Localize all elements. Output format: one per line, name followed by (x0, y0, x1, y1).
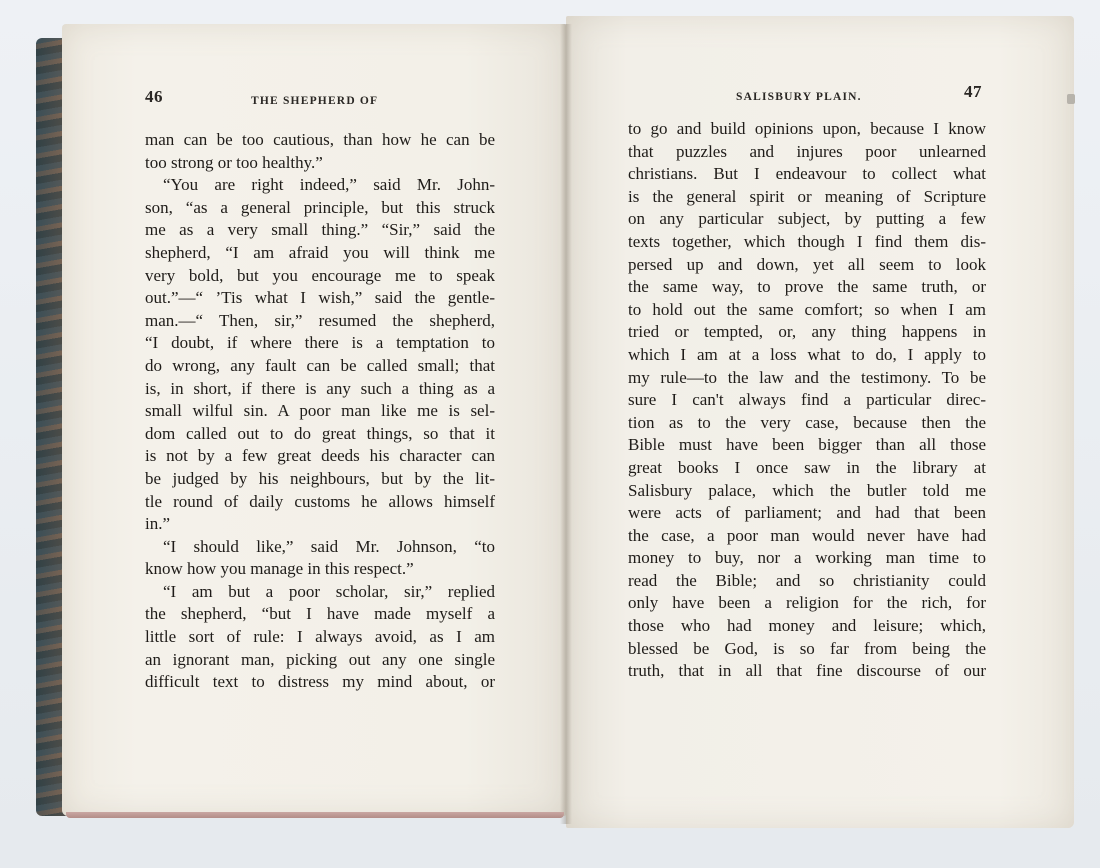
text-line: that puzzles and injures poor unlearned (628, 141, 986, 161)
text-line: is not by a few great deeds his character can (145, 446, 495, 466)
right-page-number: 47 (964, 82, 982, 101)
text-line: very bold, but you encourage me to speak (145, 265, 495, 285)
text-line: truth, that in all that fine discourse of our (628, 661, 986, 681)
text-line: be judged by his neighbours, but by the lit- (145, 468, 495, 488)
text-line: is the general spirit or meaning of Scripture (628, 186, 986, 206)
text-line: to hold out the same comfort; so when I am (628, 299, 986, 319)
text-line: money to buy, nor a working man time to (628, 548, 986, 568)
text-line: difficult text to distress my mind about, or (145, 672, 495, 692)
book-gutter (560, 24, 572, 824)
text-line: christians. But I endeavour to collect what (628, 164, 986, 184)
right-page-text (628, 118, 986, 683)
text-line: in.” (145, 514, 171, 534)
text-line: those who had money and leisure; which, (628, 616, 986, 636)
text-line: little sort of rule: I always avoid, as I am (145, 627, 495, 647)
text-line: an ignorant man, picking out any one single (145, 649, 495, 669)
text-line: my rule—to the law and the testimony. To be (628, 367, 986, 387)
text-line: persed up and down, yet all seem to look (628, 254, 986, 274)
text-line: small wilful sin. A poor man like me is sel- (145, 401, 495, 421)
text-line: “I doubt, if where there is a temptation to (145, 333, 495, 353)
text-line: is, in short, if there is any such a thing as a (145, 378, 495, 398)
text-line: out.”—“ ’Tis what I wish,” said the gentle- (145, 288, 495, 308)
text-line: only have been a religion for the rich, for (628, 593, 986, 613)
text-line: “I am but a poor scholar, sir,” replied (163, 581, 495, 601)
left-page-number: 46 (145, 87, 163, 106)
text-line: tle round of daily customs he allows himself (145, 491, 495, 511)
text-line: know how you manage in this respect.” (145, 559, 414, 579)
text-line: sure I can't always find a particular direc- (628, 390, 986, 410)
right-running-head: SALISBURY PLAIN. (736, 91, 862, 103)
text-line: Salisbury palace, which the butler told me (628, 480, 986, 500)
text-line: shepherd, “I am afraid you will think me (145, 242, 495, 262)
left-page-text (145, 129, 495, 694)
page-tab (1067, 94, 1075, 104)
text-line: the shepherd, “but I have made myself a (145, 604, 495, 624)
text-line: “I should like,” said Mr. Johnson, “to (163, 536, 495, 556)
text-line: the case, a poor man would never have had (628, 525, 986, 545)
text-line: great books I once saw in the library at (628, 457, 986, 477)
text-line: dom called out to do great things, so that it (145, 423, 495, 443)
text-line: me as a very small thing.” “Sir,” said the (145, 220, 495, 240)
text-line: were acts of parliament; and had that been (628, 503, 986, 523)
text-line: the same way, to prove the same truth, or (628, 277, 986, 297)
text-line: which I am at a loss what to do, I apply to (628, 344, 986, 364)
text-line: texts together, which though I find them dis- (628, 231, 986, 251)
text-line: on any particular subject, by putting a few (628, 209, 986, 229)
text-line: “You are right indeed,” said Mr. John- (163, 175, 495, 195)
text-line: read the Bible; and so christianity could (628, 570, 986, 590)
text-line: tried or tempted, or, any thing happens in (628, 322, 986, 342)
text-line: Bible must have been bigger than all those (628, 435, 986, 455)
text-line: man.—“ Then, sir,” resumed the shepherd, (145, 310, 495, 330)
text-line: man can be too cautious, than how he can be (145, 130, 495, 149)
text-line: too strong or too healthy.” (145, 152, 323, 172)
text-line: tion as to the very case, because then the (628, 412, 986, 432)
text-line: do wrong, any fault can be called small; that (145, 355, 495, 375)
page-edge (66, 812, 564, 818)
text-line: to go and build opinions upon, because I know (628, 119, 986, 138)
text-line: son, “as a general principle, but this struck (145, 197, 495, 217)
text-line: blessed be God, is so far from being the (628, 638, 986, 658)
left-running-head: THE SHEPHERD OF (251, 95, 379, 107)
